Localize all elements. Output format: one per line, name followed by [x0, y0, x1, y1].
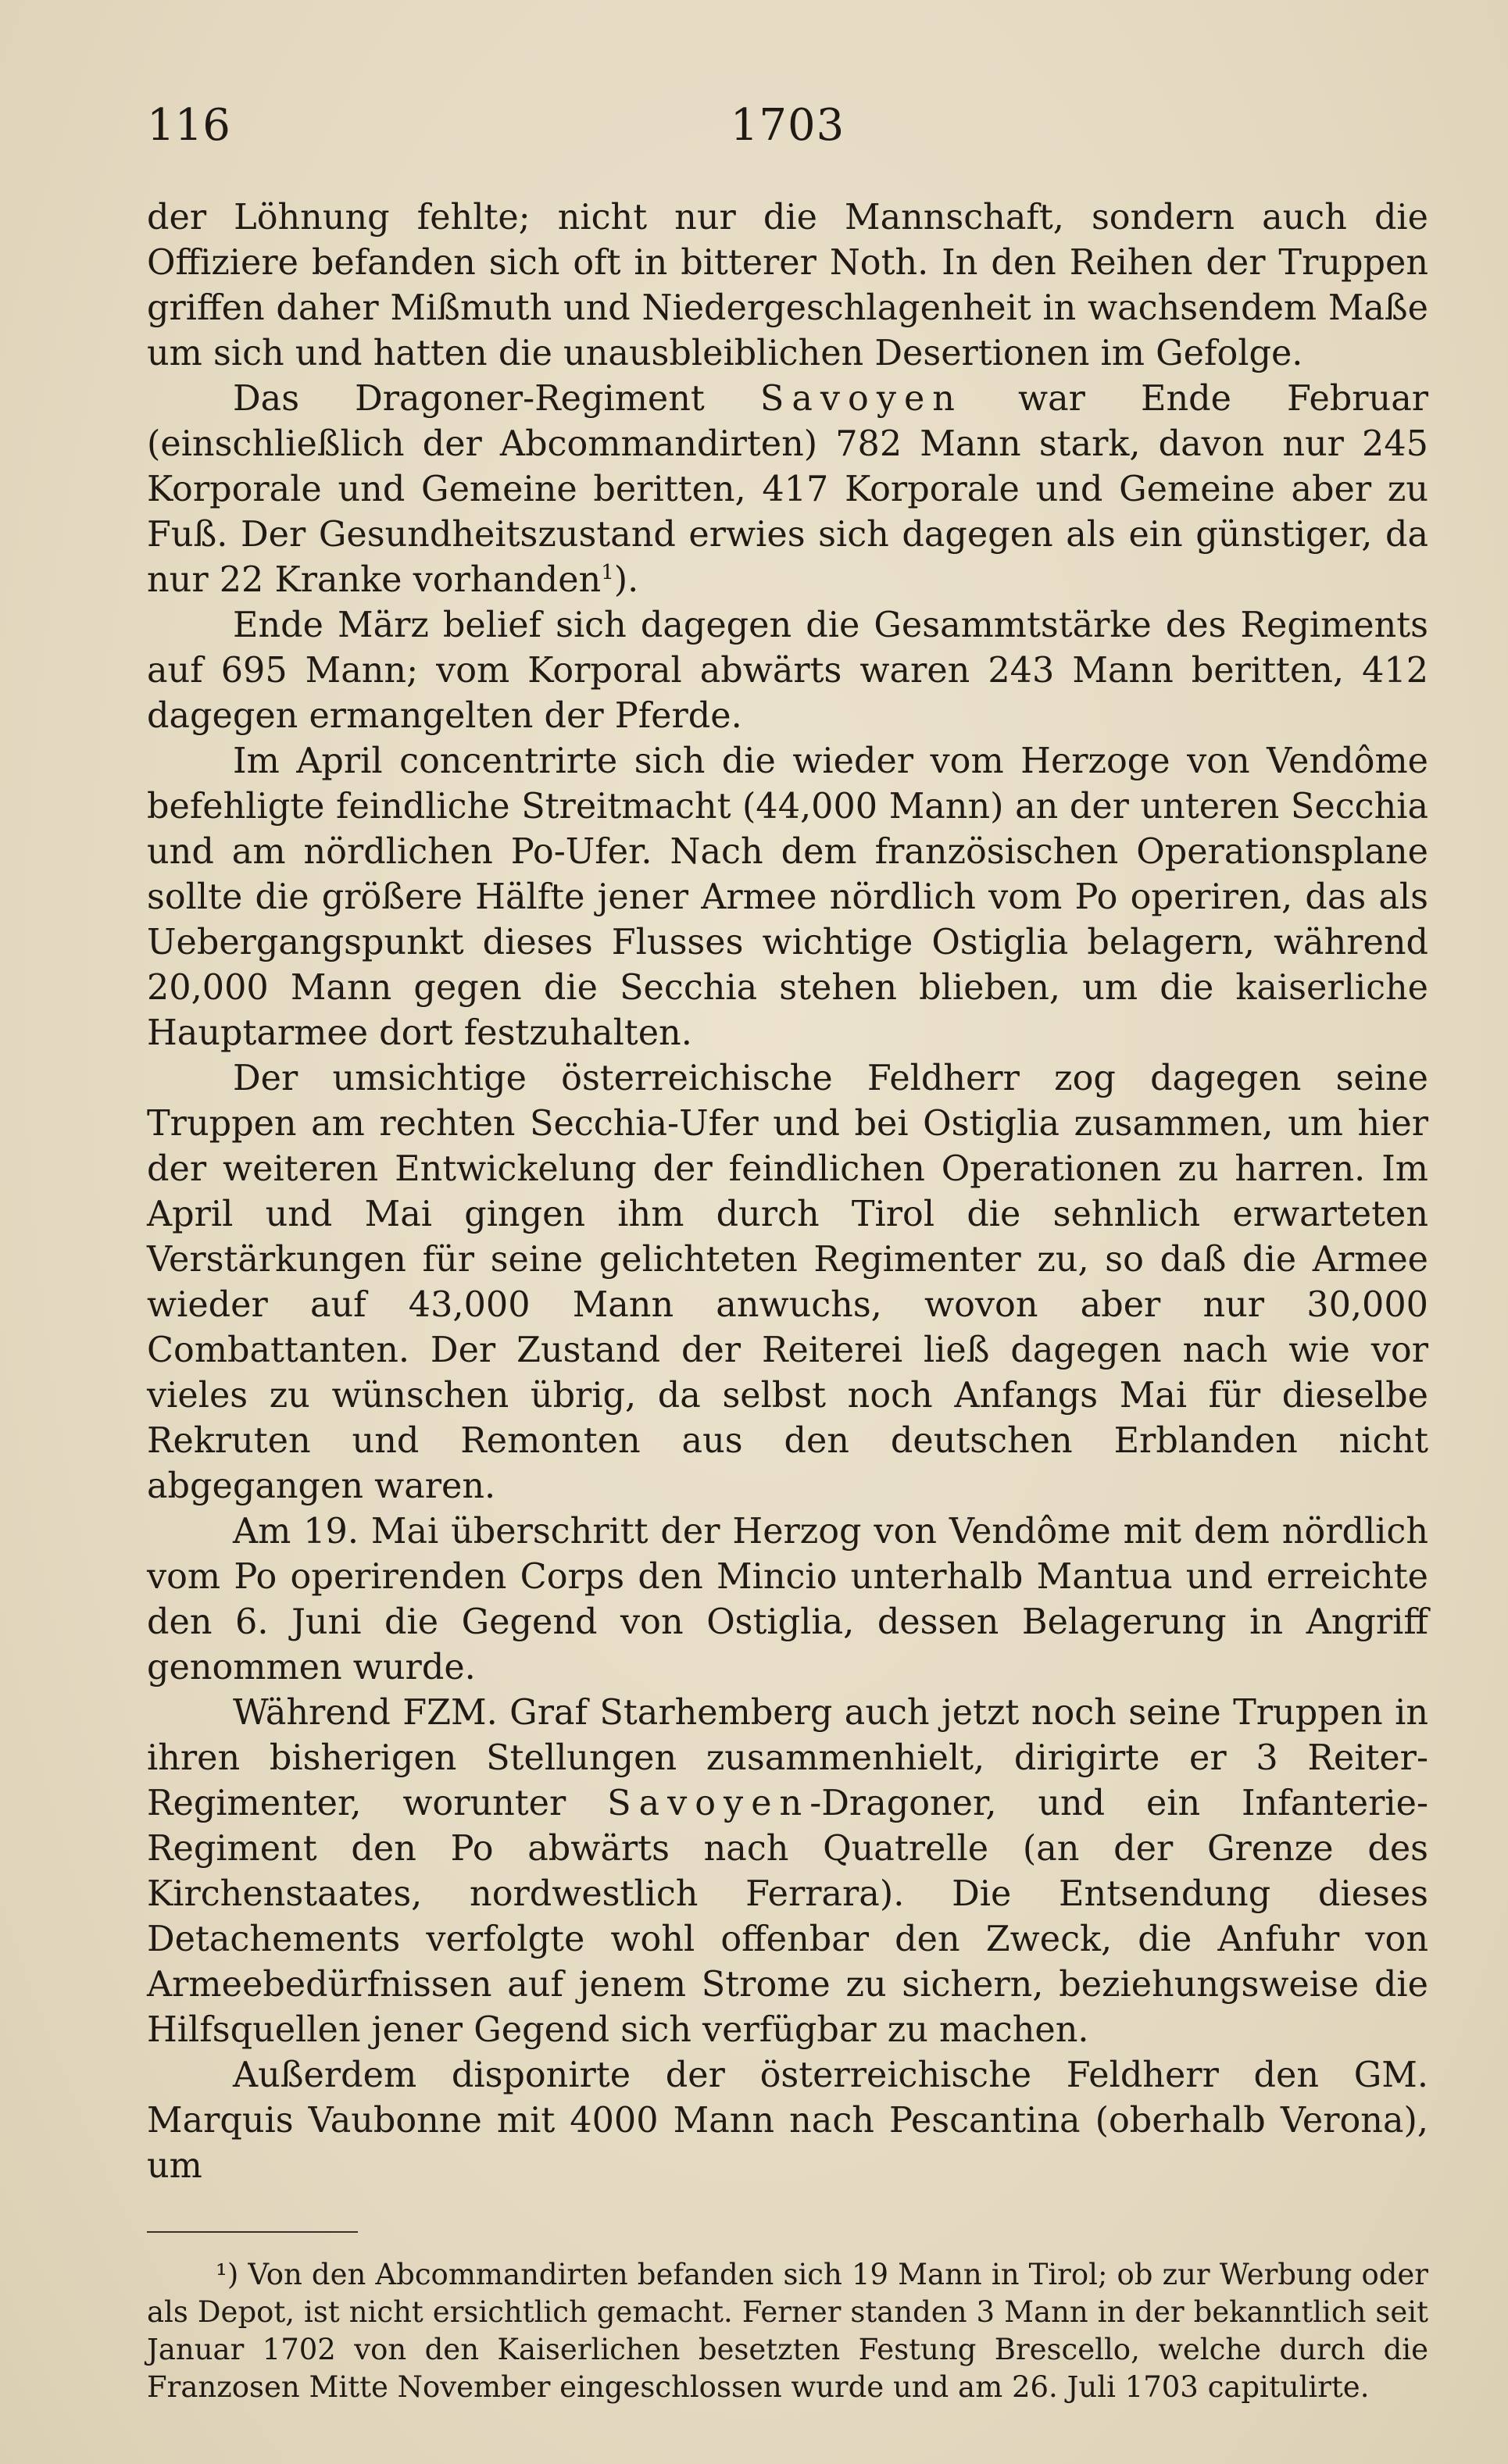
body-text	[147, 195, 1428, 2189]
emphasized-name: Savoyen	[759, 379, 963, 419]
paragraph-6: Am 19. Mai überschritt der Herzog von Vendôme mit dem nördlich vom Po operirenden Corps den Mincio unterhalb Mantua und erreichte den 6. Juni die Gegend von Ostiglia, dessen Belagerung in Angriff genommen wurde.	[147, 1512, 1428, 1687]
paragraph-1: der Löhnung fehlte; nicht nur die Mannschaft, sondern auch die Offiziere befanden sich oft in bitterer Noth. In den Reihen der Truppen griffen daher Mißmuth und Niedergeschlagenheit in wachsendem Maße um sich und hatten die unausbleiblichen Desertionen im Gefolge.	[147, 198, 1428, 373]
paragraph-5: Der umsichtige österreichische Feldherr zog dagegen seine Truppen am rechten Secchia-Ufer und bei Ostiglia zusammen, um hier der weiteren Entwickelung der feindlichen Operationen zu harren. Im April und Mai gingen ihm durch Tirol die sehnlich erwarteten Verstärkungen für seine gelichteten Regimenter zu, so daß die Armee wieder auf 43,000 Mann anwuchs, wovon aber nur 30,000 Combattanten. Der Zustand der Reiterei ließ dagegen nach wie vor vieles zu wünschen übrig, da selbst noch Anfangs Mai für dieselbe Rekruten und Remonten aus den deutschen Erblanden nicht abgegangen waren.	[147, 1059, 1428, 1506]
emphasized-name: Savoyen	[607, 1784, 810, 1823]
page-number: 116	[147, 100, 230, 151]
paragraph-4: Im April concentrirte sich die wieder vom Herzoge von Vendôme befehligte feindliche Streitmacht (44,000 Mann) an der unteren Secchia und am nördlichen Po-Ufer. Nach dem französischen Operationsplane sollte die größere Hälfte jener Armee nördlich vom Po operiren, das als Uebergangspunkt dieses Flusses wichtige Ostiglia belagern, während 20,000 Mann gegen die Secchia stehen blieben, um die kaiserliche Hauptarmee dort festzuhalten.	[147, 741, 1428, 1053]
footnote: ¹) Von den Abcommandirten befanden sich 19 Mann in Tirol; ob zur Werbung oder als Depot, ist nicht ersichtlich gemacht. Ferner standen 3 Mann in der bekanntlich seit Januar 1702 von den Kaiserlichen besetzten Festung Brescello, welche durch die Franzosen Mitte November eingeschlossen wurde und am 26. Juli 1703 capitulirte.	[147, 2258, 1428, 2404]
paragraph-8: Außerdem disponirte der österreichische Feldherr den GM. Marquis Vaubonne mit 4000 Mann nach Pescantina (oberhalb Verona), um	[147, 2055, 1428, 2186]
running-head: 1703	[730, 100, 845, 151]
book-page	[147, 94, 1428, 2406]
paragraph-7: Während FZM. Graf Starhemberg auch jetzt noch seine Truppen in ihren bisherigen Stellungen zusammenhielt, dirigirte er 3 Reiter-Regimenter, worunter Savoyen-Dragoner, und ein Infanterie-Regiment den Po abwärts nach Quatrelle (an der Grenze des Kirchenstaates, nordwestlich Ferrara). Die Entsendung dieses Detachements verfolgte wohl offenbar den Zweck, die Anfuhr von Armeebedürfnissen auf jenem Strome zu sichern, beziehungsweise die Hilfsquellen jener Gegend sich verfügbar zu machen.	[147, 1693, 1429, 2050]
page-header	[147, 94, 1428, 164]
paragraph-2: Das Dragoner-Regiment Savoyen war Ende Februar (einschließlich der Abcommandirten) 782 Mann stark, davon nur 245 Korporale und Gemeine beritten, 417 Korporale und Gemeine aber zu Fuß. Der Gesundheitszustand erwies sich dagegen als ein günstiger, da nur 22 Kranke vorhanden$^1$).	[147, 379, 1429, 600]
footnote-divider	[147, 2231, 358, 2233]
footnote-ref: 1	[601, 561, 614, 585]
paragraph-3: Ende März belief sich dagegen die Gesammtstärke des Regiments auf 695 Mann; vom Korporal abwärts waren 243 Mann beritten, 412 dagegen ermangelten der Pferde.	[147, 605, 1428, 736]
